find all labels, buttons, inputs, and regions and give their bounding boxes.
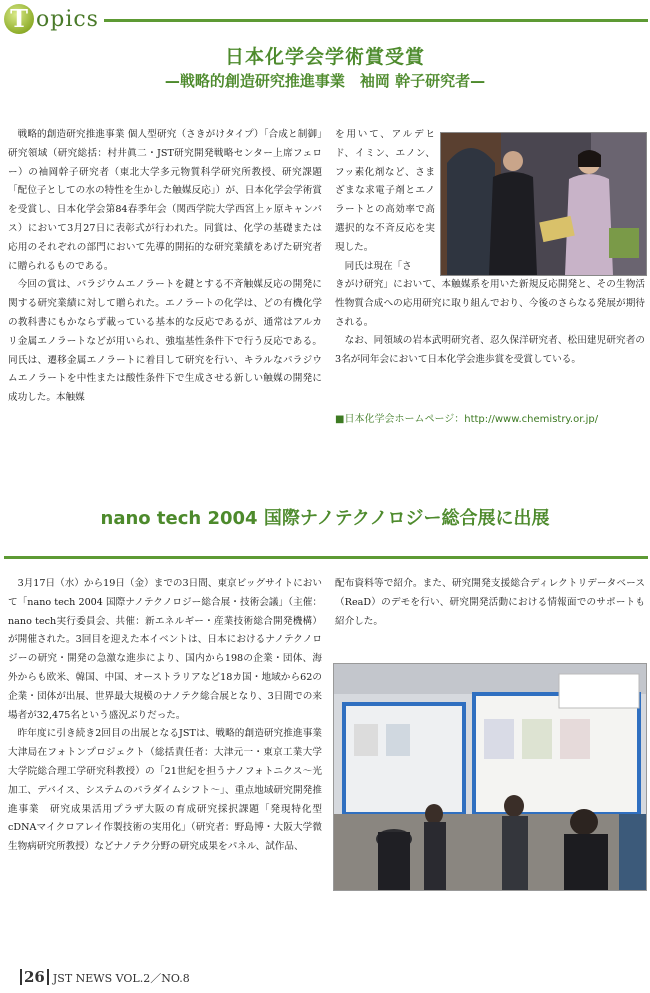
exhibition-booth-illustration bbox=[334, 664, 646, 890]
article2-paragraph: 3月17日（水）から19日（金）までの3日間、東京ビッグサイトにおいて「nano tech 2004 国際ナノテクノロジー総合展・技術会議」（主催：nano tech実行委員会、共催：新エネルギー・産業技術総合開発機構）が開催された。3回目を迎えた本イベントは、日本におけるナノテクノロジーの研究・開発の急激な進歩により、国内から198の企業・団体、海外からも欧米、韓国、中国、オーストラリアなど18カ国・地域から62の企業・団体が出展、世界最大規模のナノテク総合展となり、3日間での来場者が32,475名という盛況ぶりだった。 bbox=[8, 578, 322, 721]
article2-rule bbox=[4, 556, 648, 559]
article2-paragraph: 昨年度に引き続き2回目の出展となるJSTは、戦略的創造研究推進事業 大津局在フォトンプロジェクト（総括責任者：大津元一・東京工業大学大学院総合理工学研究科教授）の「21世紀を担うナノフォトニクス～光加工、デバイス、システムのパラダイムシフト～」、重点地域研究開発推進事業 研究成果活用プラザ大阪の育成研究採択課題「発現特化型cDNAマイクロアレイ作製技術の実用化」（研究者：野島博・大阪大学微生物病研究所教授）などナノテク分野の研究成果をパネル、試作品、 bbox=[8, 728, 332, 853]
article2-column1 bbox=[8, 575, 332, 857]
exhibition-booth-photo bbox=[333, 663, 647, 891]
article1-paragraph: 今回の賞は、パラジウムエノラートを鍵とする不斉触媒反応の開発に関する研究業績に対して贈られた。エノラートの化学は、どの有機化学の教科書にもかならず載っている基本的な反応であるが、通常はアルカリ金属エノラートなどが用いられ、強塩基性条件下で行う反応である。同氏は、遷移金属エノラートに着目して研究を行い、キラルなパラジウムエノラートを中性または酸性条件下で生成させる新しい触媒の開発に成功した。本触媒 bbox=[8, 279, 322, 404]
article2-column2 bbox=[335, 575, 645, 631]
award-ceremony-illustration bbox=[441, 133, 646, 275]
article1-paragraph: なお、同領域の岩本武明研究者、忍久保洋研究者、松田建児研究者の3名が同年会において日本化学会進歩賞を受賞している。 bbox=[335, 335, 645, 366]
article2-paragraph: 配布資料等で紹介。また、研究開発支援総合ディレクトリデータベース（ReaD）のデモを行い、研究開発活動における情報面でのサポートも紹介した。 bbox=[335, 578, 645, 627]
article1-column2-wide bbox=[335, 276, 645, 370]
article1-column1 bbox=[8, 126, 322, 408]
article1-column2-narrow bbox=[335, 126, 435, 276]
publication-info: JST NEWS VOL.2／NO.8 bbox=[52, 972, 190, 985]
chemistry-society-link[interactable]: ■日本化学会ホームページ：http://www.chemistry.or.jp/ bbox=[335, 414, 599, 425]
article1-paragraph: 同氏は現在「さ bbox=[344, 260, 412, 272]
article1-subtitle: —戦略的創造研究推進事業 袖岡 幹子研究者— bbox=[164, 72, 486, 90]
header-rule bbox=[104, 19, 648, 22]
footer-bar bbox=[20, 969, 22, 985]
article1-paragraph: を用いて、アルデヒド、イミン、エノン、フッ素化剤など、さまざまな求電子剤とエノラートとの高効率で高選択的な不斉反応を実現した。 bbox=[335, 129, 435, 253]
page-number: 26 bbox=[24, 968, 45, 986]
award-ceremony-photo bbox=[440, 132, 647, 276]
article2-title: nano tech 2004 国際ナノテクノロジー総合展に出展 bbox=[100, 508, 550, 529]
footer-bar bbox=[47, 969, 49, 985]
page-footer bbox=[20, 968, 190, 986]
topics-heading: opics bbox=[36, 7, 99, 32]
topics-initial-badge: T bbox=[4, 4, 34, 34]
article1-paragraph: 戦略的創造研究推進事業 個人型研究（さきがけタイプ）「合成と制御」研究領域（研究総括：村井眞二・JST研究開発戦略センター上席フェロー）の袖岡幹子研究者（東北大学多元物質科学研究所教授、研究課題「配位子としての水の特性を生かした触媒反応」）が、日本化学会学術賞を受賞し、日本化学会第84春季年会（関西学院大学西宮上ヶ原キャンパス）において3月27日に表彰式が行われた。同賞は、化学の基礎または応用のそれぞれの部門において先導的開拓的な研究業績をあげた研究者に贈られるものである。 bbox=[8, 129, 322, 272]
article1-paragraph: きがけ研究」において、本触媒系を用いた新規反応開発と、その生物活性物質合成への応用研究に取り組んでおり、今後のさらなる発展が期待される。 bbox=[335, 279, 645, 328]
article1-title: 日本化学会学術賞受賞 bbox=[224, 46, 425, 68]
